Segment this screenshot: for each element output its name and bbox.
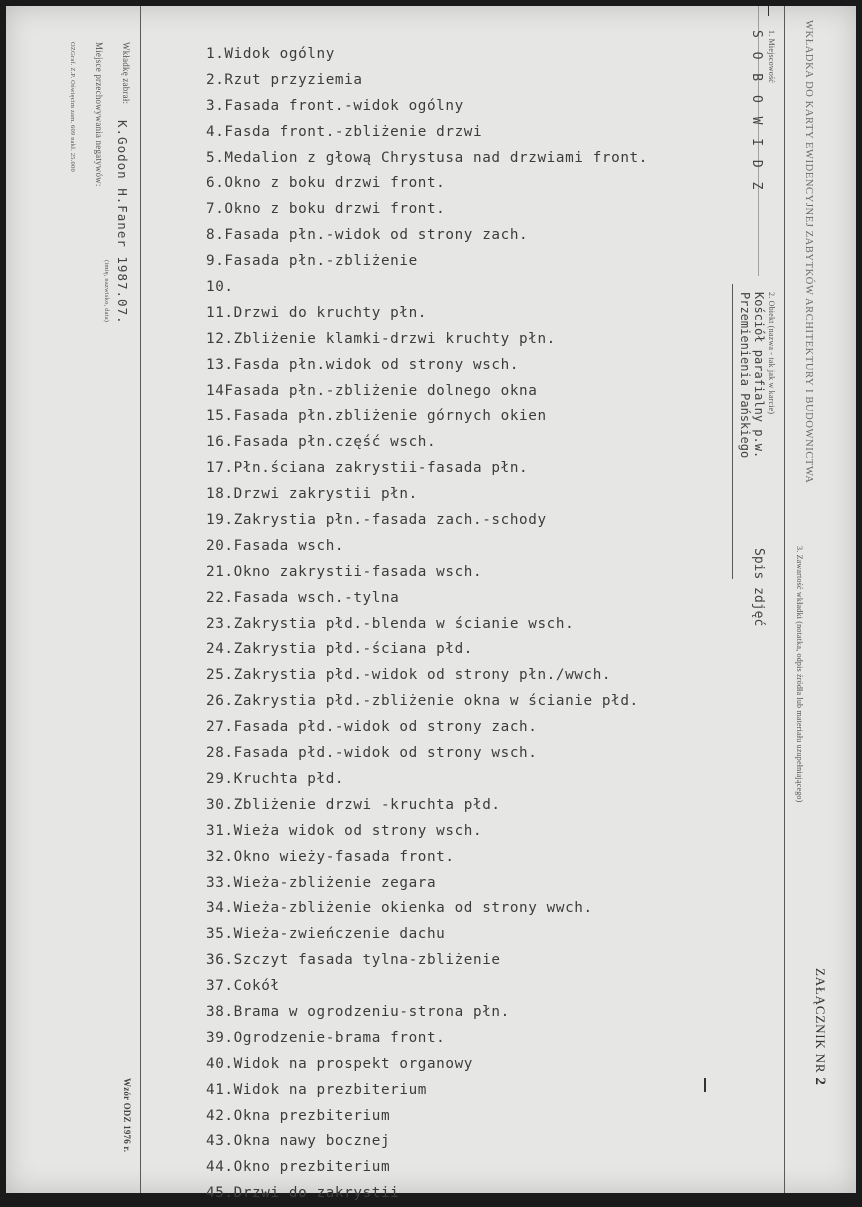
photo-list-item: 15.Fasada płn.zbliżenie górnych okien [206, 408, 547, 425]
photo-list-item: 33.Wieża-zbliżenie zegara [206, 874, 437, 891]
photo-list-item: 30.Zbliżenie drzwi -kruchta płd. [206, 796, 501, 813]
document-sheet [6, 6, 856, 1202]
author-hint: (imię, nazwisko, data) [103, 260, 110, 323]
photo-list-item: 42.Okna prezbiterium [206, 1107, 391, 1124]
form-code: Wzór ODZ 1976 r. [122, 1078, 132, 1153]
left-margin-rule [140, 6, 141, 1193]
photo-list-item: 28.Fasada płd.-widok od strony wsch. [206, 745, 538, 762]
photo-list-item: 18.Drzwi zakrystii płn. [206, 486, 418, 503]
photo-list-item: 20.Fasada wsch. [206, 537, 345, 554]
photo-list-item: 9.Fasada płn.-zbliżenie [206, 253, 418, 270]
photo-list-item: 17.Płn.ściana zakrystii-fasada płn. [206, 460, 529, 477]
photo-list-item: 13.Fasda płn.widok od strony wsch. [206, 356, 520, 373]
photo-list-item: 6.Okno z boku drzwi front. [206, 175, 446, 192]
photo-list-item: 12.Zbliżenie klamki-drzwi kruchty płn. [206, 330, 556, 347]
photo-list-item: 7.Okno z boku drzwi front. [206, 201, 446, 218]
right-header-rule-inner [732, 284, 733, 579]
photo-list-item: 10. [206, 279, 234, 296]
photo-list-item: 5.Medalion z głową Chrystusa nad drzwiami front. [206, 149, 648, 166]
author-label: Wkładkę zabrał: [121, 42, 131, 105]
photo-list-item: 41.Widok na prezbiterium [206, 1081, 427, 1098]
photo-list-item: 45.Drzwi do zakrystii [206, 1185, 400, 1202]
photo-list-item: 2.Rzut przyziemia [206, 71, 363, 88]
fold-mark [768, 6, 769, 16]
contents-value: Spis zdjęć [751, 548, 766, 627]
annex-label: ZAŁĄCZNIK NR 2 [812, 968, 828, 1086]
form-title: WKŁADKA DO KARTY EWIDENCYJNEJ ZABYTKÓW ARCHITEKTURY I BUDOWNICTWA [803, 20, 814, 484]
negatives-label: Miejsce przechowywania negatywów: [94, 42, 104, 187]
photo-list-item: 3.Fasada front.-widok ogólny [206, 97, 464, 114]
photo-list-item: 24.Zakrystia płd.-ściana płd. [206, 641, 474, 658]
annex-number: 2 [812, 1077, 828, 1086]
photo-list-item: 31.Wieża widok od strony wsch. [206, 822, 483, 839]
photo-list-item: 26.Zakrystia płd.-zbliżenie okna w ścianie płd. [206, 693, 639, 710]
photo-list-item: 11.Drzwi do kruchty płn. [206, 304, 427, 321]
photo-list-item: 44.Okno prezbiterium [206, 1159, 391, 1176]
photo-list-item: 21.Okno zakrystii-fasada wsch. [206, 563, 483, 580]
field-2-label: 2. Obiekt (nazwa - tak jak w karcie) [767, 292, 776, 415]
locality-value: S O B O W I D Z [749, 30, 764, 193]
photo-list-item: 32.Okno wieży-fasada front. [206, 848, 455, 865]
photo-list-item: 23.Zakrystia płd.-blenda w ścianie wsch. [206, 615, 575, 632]
photo-list-item: 34.Wieża-zbliżenie okienka od strony wwch. [206, 900, 593, 917]
photo-list-item: 8.Fasada płn.-widok od strony zach. [206, 227, 529, 244]
photo-list-item: 40.Widok na prospekt organowy [206, 1055, 474, 1072]
right-header-rule-outer [784, 6, 785, 1193]
photo-list-item: 19.Zakrystia płn.-fasada zach.-schody [206, 512, 547, 529]
photo-list-item: 1.Widok ogólny [206, 46, 335, 62]
photo-list-item: 38.Brama w ogrodzeniu-strona płn. [206, 1003, 510, 1020]
photo-list [206, 42, 648, 1207]
object-name-line-1: Kościół parafialny p.w. [752, 292, 766, 459]
print-info: OZGraf. Z.P. Oświęcim zam. 609 nakł. 25.000 [69, 42, 76, 172]
author-value: K.Godon H.Faner 1987.07. [115, 120, 130, 325]
field-1-label: 1. Miejscowość [767, 30, 776, 84]
pen-mark [704, 1078, 706, 1092]
photo-list-item: 25.Zakrystia płd.-widok od strony płn./wwch. [206, 667, 612, 684]
photo-list-item: 39.Ogrodzenie-brama front. [206, 1029, 446, 1046]
photo-list-item: 35.Wieża-zwieńczenie dachu [206, 926, 446, 943]
photo-list-item: 36.Szczyt fasada tylna-zbliżenie [206, 952, 501, 969]
object-name-line-2: Przemienienia Pańskiego [738, 292, 752, 459]
photo-list-item: 43.Okna nawy bocznej [206, 1133, 391, 1150]
photo-list-item: 14Fasada płn.-zbliżenie dolnego okna [206, 382, 538, 399]
photo-list-item: 29.Kruchta płd. [206, 770, 345, 787]
photo-list-item: 37.Cokół [206, 978, 280, 995]
photo-list-item: 4.Fasda front.-zbliżenie drzwi [206, 123, 483, 140]
photo-list-item: 16.Fasada płn.część wsch. [206, 434, 437, 451]
field-3-label: 3. Zawartość wkładki (notatka, odpis źródła lub materiału uzupełniającego) [795, 546, 804, 803]
photo-list-item: 22.Fasada wsch.-tylna [206, 589, 400, 606]
photo-list-item: 27.Fasada płd.-widok od strony zach. [206, 719, 538, 736]
